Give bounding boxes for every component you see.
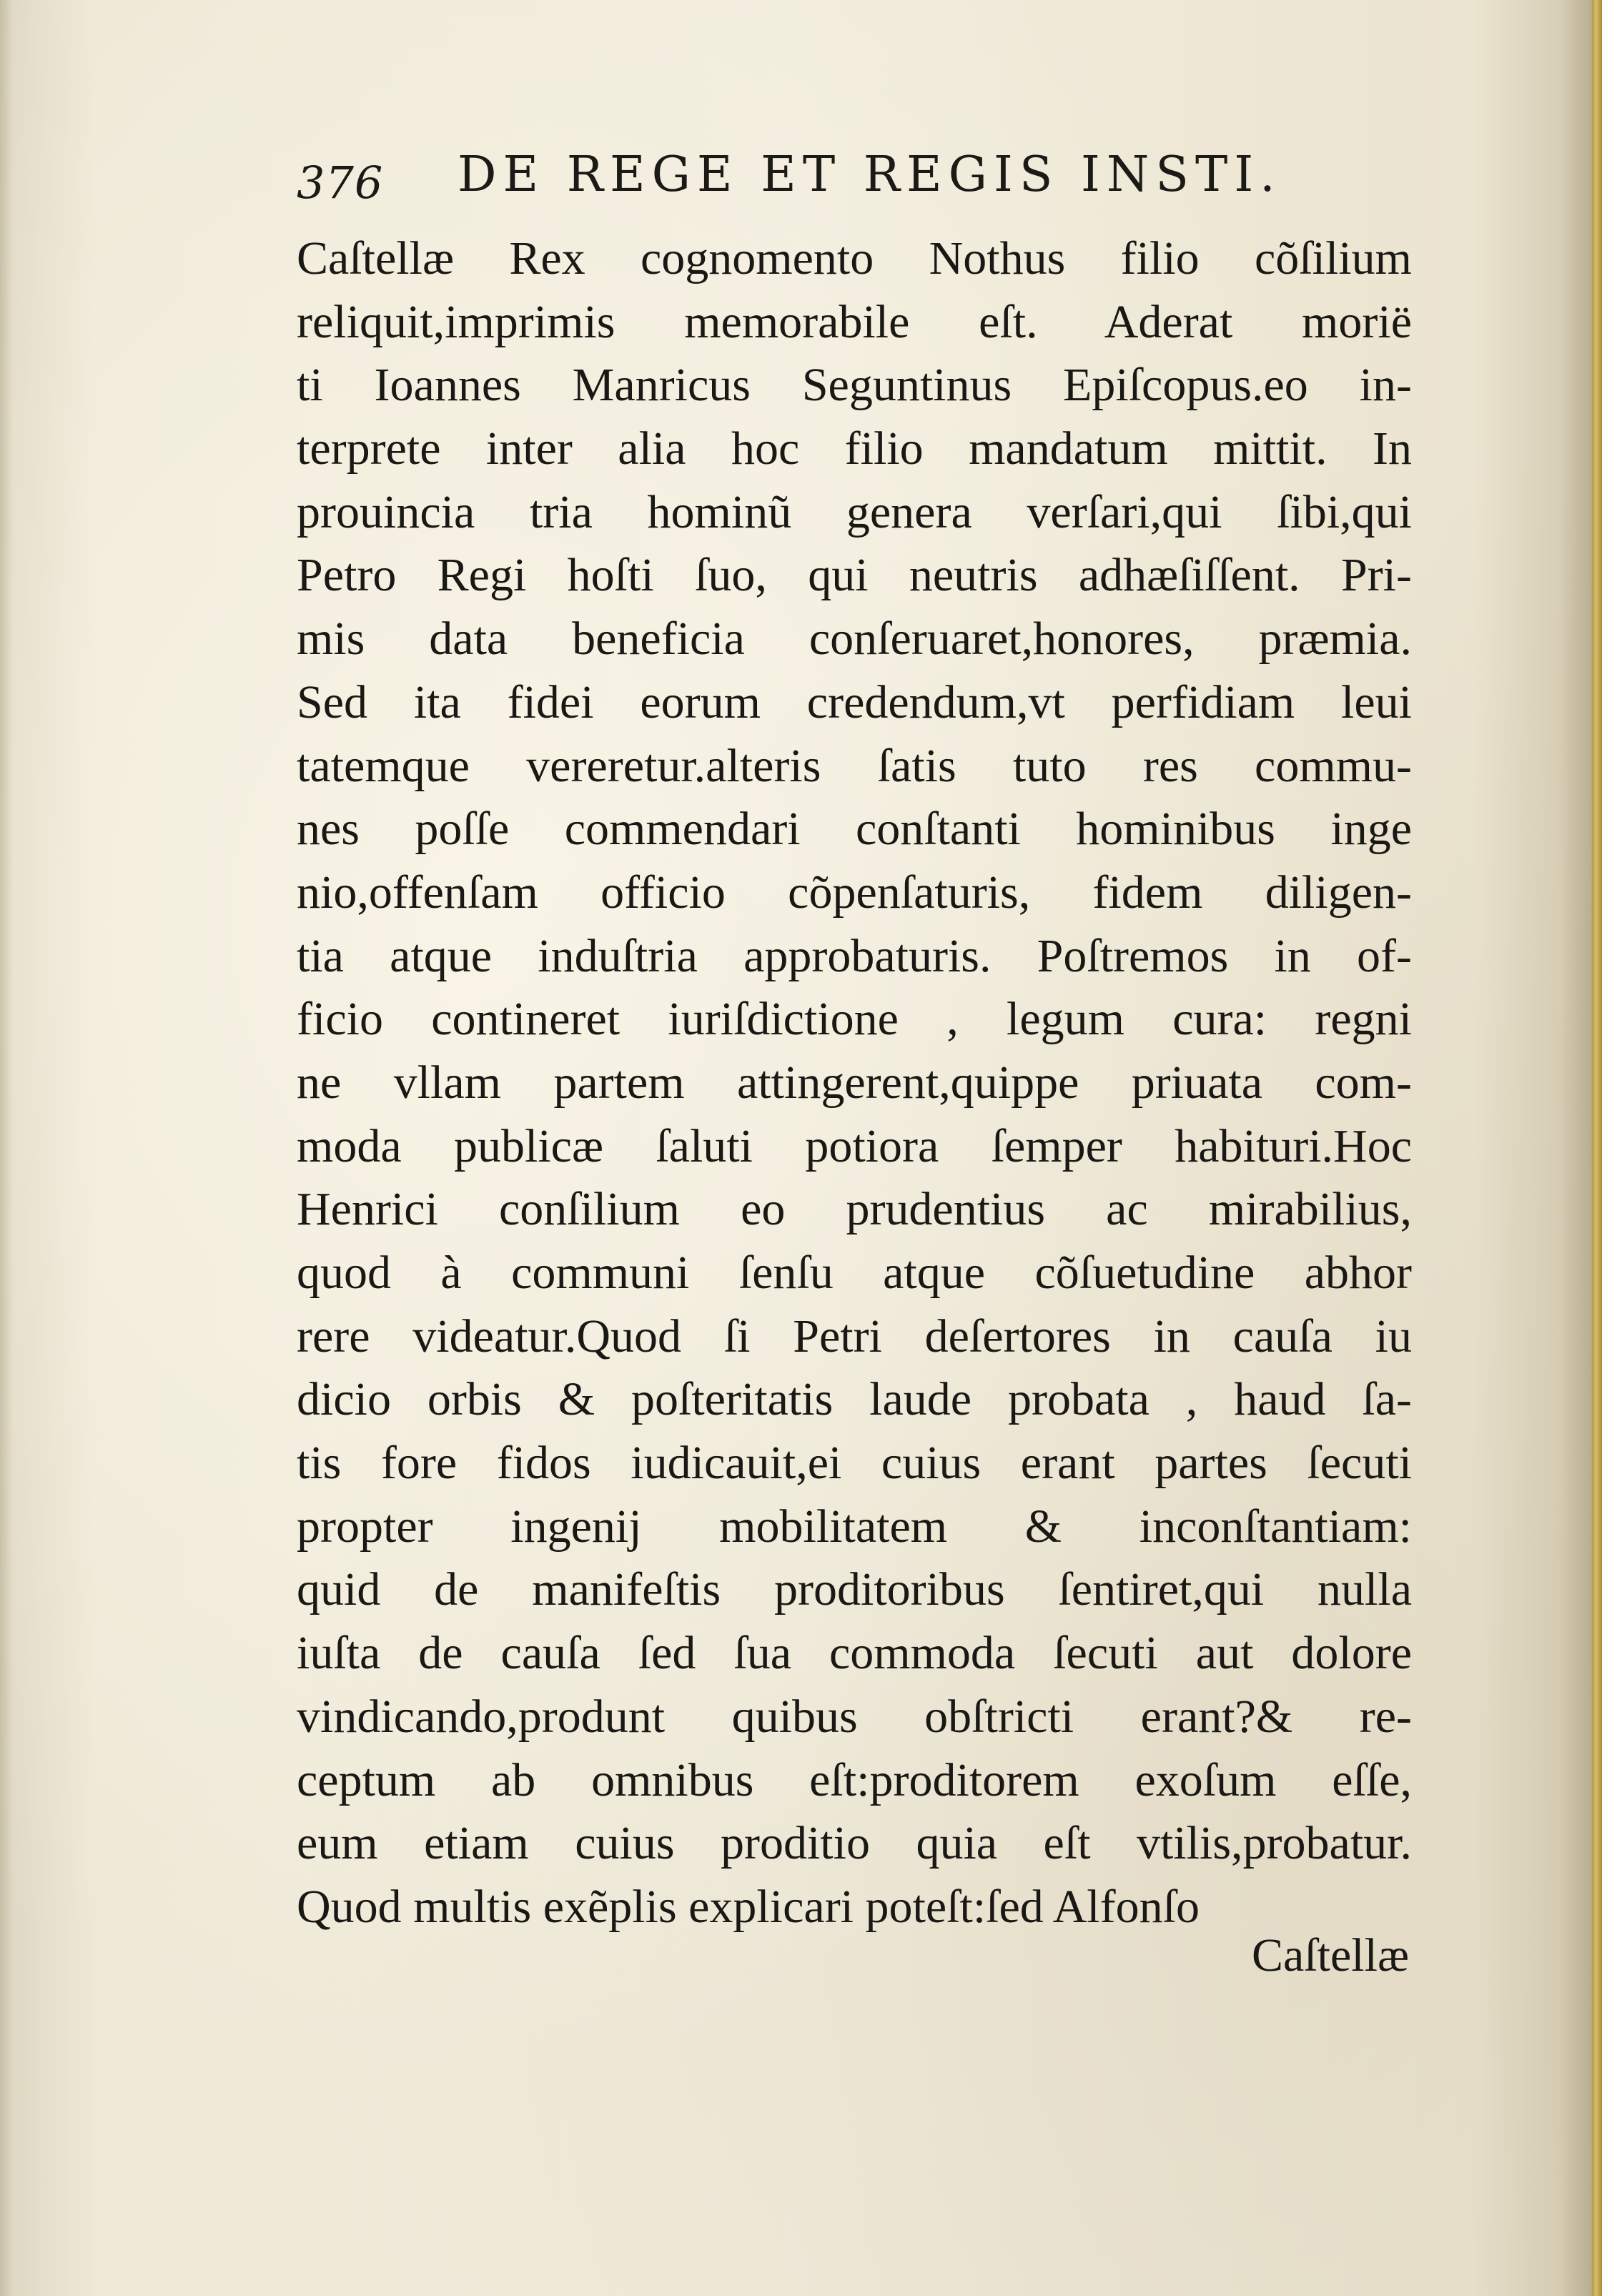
text-line: Sed ita fidei eorum credendum,vt perfidiam leui (297, 676, 1412, 728)
body-text (297, 227, 1412, 1939)
text-line: terprete inter alia hoc filio mandatum mittit. In (297, 422, 1412, 475)
text-line: ne vllam partem attingerent,quippe priuata com- (297, 1056, 1412, 1109)
text-line: Petro Regi hoſti ſuo, qui neutris adhæſiſſent. Pri- (297, 549, 1412, 602)
text-line: Quod multis exẽplis explicari poteſt:ſed Alfonſo (297, 1880, 1200, 1933)
text-line: propter ingenij mobilitatem & inconſtantiam: (297, 1500, 1412, 1553)
text-line: ficio contineret iuriſdictione , legum cura: regni (297, 993, 1412, 1046)
text-line: moda publicæ ſaluti potiora ſemper habituri.Hoc (297, 1119, 1412, 1172)
text-line: rere videatur.Quod ſi Petri deſertores in cauſa iu (297, 1310, 1412, 1362)
text-line: dicio orbis & poſteritatis laude probata , haud ſa- (297, 1373, 1412, 1426)
catchword: Caſtellæ (1252, 1929, 1409, 1981)
text-line: ceptum ab omnibus eſt:proditorem exoſum eſſe, (297, 1753, 1412, 1806)
page-header (297, 147, 1412, 211)
gilt-page-edge (1592, 0, 1602, 2296)
text-line: vindicando,produnt quibus obſtricti erant?& re- (297, 1690, 1412, 1743)
page-number: 376 (297, 157, 384, 209)
text-line: mis data beneficia conſeruaret,honores, præmia. (297, 613, 1412, 665)
running-title: DE REGE ET REGIS INSTI. (458, 147, 1282, 203)
text-line: tia atque induſtria approbaturis. Poſtremos in of- (297, 929, 1412, 982)
text-line: iuſta de cauſa ſed ſua commoda ſecuti aut dolore (297, 1627, 1412, 1680)
text-line: eum etiam cuius proditio quia eſt vtilis,probatur. (297, 1817, 1412, 1870)
page-left-edge (0, 0, 13, 2296)
text-line: nes poſſe commendari conſtanti hominibus inge (297, 803, 1412, 856)
text-line: Caſtellæ Rex cognomento Nothus filio cõſilium (297, 232, 1412, 284)
text-line: prouincia tria hominũ genera verſari,qui ſibi,qui (297, 485, 1412, 538)
text-line: ti Ioannes Manricus Seguntinus Epiſcopus.eo in- (297, 359, 1412, 412)
text-line: quod à communi ſenſu atque cõſuetudine abhor (297, 1247, 1412, 1299)
text-line: nio,offenſam officio cõpenſaturis, fidem diligen- (297, 866, 1412, 919)
text-line: Henrici conſilium eo prudentius ac mirabilius, (297, 1183, 1412, 1236)
text-line: quid de manifeſtis proditoribus ſentiret,qui nulla (297, 1563, 1412, 1616)
text-line: tis fore fidos iudicauit,ei cuius erant partes ſecuti (297, 1437, 1412, 1490)
text-line: reliquit,imprimis memorabile eſt. Aderat morië (297, 295, 1412, 348)
text-line: tatemque vereretur.alteris ſatis tuto res commu- (297, 739, 1412, 792)
